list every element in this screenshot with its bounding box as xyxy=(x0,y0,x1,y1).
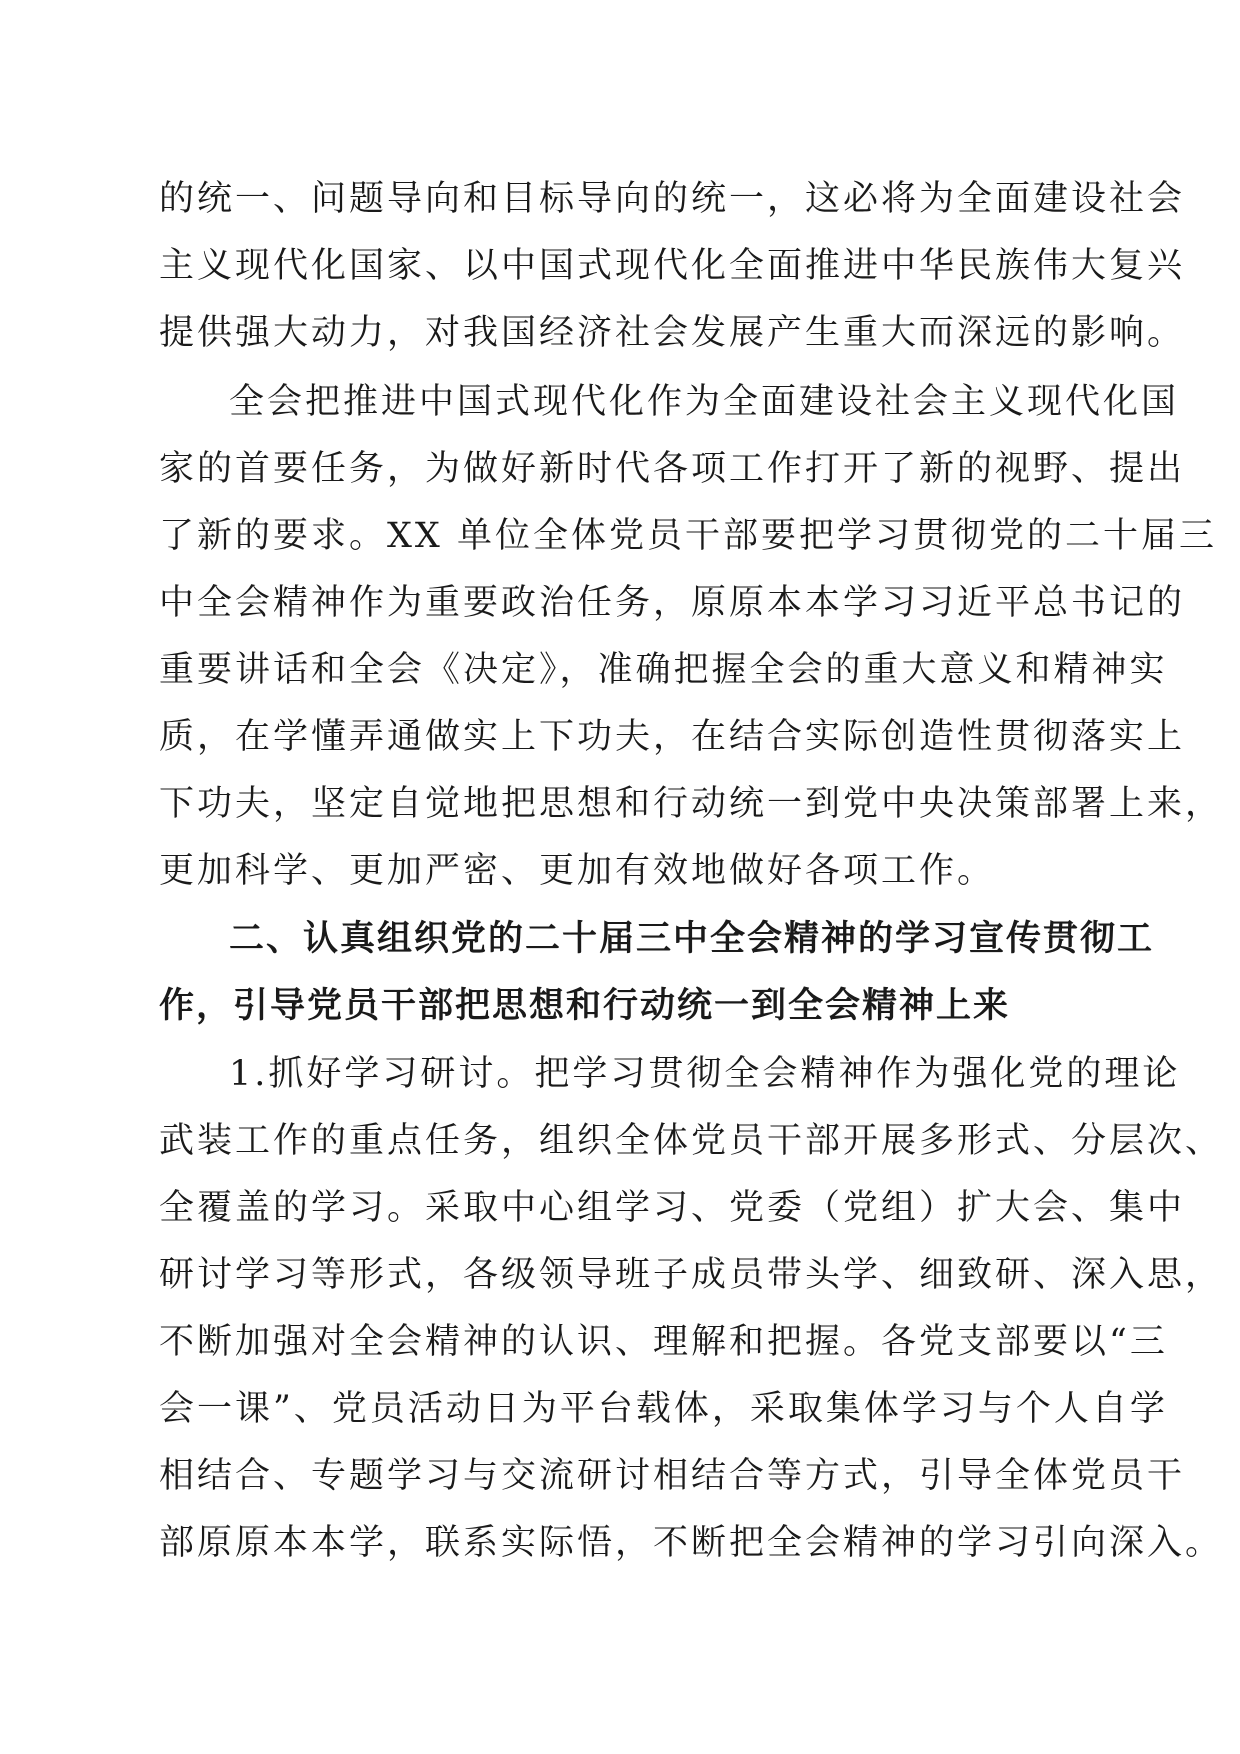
text-line: 的统一、问题导向和目标导向的统一，这必将为全面建设社会 xyxy=(159,179,1186,219)
text-line: 更加科学、更加严密、更加有效地做好各项工作。 xyxy=(159,851,996,891)
paragraph-intro-continuation xyxy=(159,166,1186,367)
text-line: 不断加强对全会精神的认识、理解和把握。各党支部要以“三 xyxy=(159,1322,1168,1362)
text-line: 下功夫，坚定自觉地把思想和行动统一到党中央决策部署上来， xyxy=(159,784,1224,824)
text-line: 重要讲话和全会《决定》，准确把握全会的重大意义和精神实 xyxy=(159,650,1168,690)
heading-line: 作，引导党员干部把思想和行动统一到全会精神上来 xyxy=(159,986,1011,1026)
text-line: 相结合、专题学习与交流研讨相结合等方式，引导全体党员干 xyxy=(159,1456,1186,1496)
section-heading xyxy=(159,906,1155,1040)
text-line: 研讨学习等形式，各级领导班子成员带头学、细致研、深入思， xyxy=(159,1255,1224,1295)
text-line: 质，在学懂弄通做实上下功夫，在结合实际创造性贯彻落实上 xyxy=(159,717,1186,757)
paragraph-study-discussion xyxy=(159,1041,1224,1577)
text-line: 全会把推进中国式现代化作为全面建设社会主义现代化国 xyxy=(229,382,1180,422)
text-line: 武装工作的重点任务，组织全体党员干部开展多形式、分层次、 xyxy=(159,1121,1224,1161)
paragraph-plenum-task xyxy=(159,369,1224,905)
text-line: 主义现代化国家、以中国式现代化全面推进中华民族伟大复兴 xyxy=(159,246,1186,286)
heading-line: 二、认真组织党的二十届三中全会精神的学习宣传贯彻工 xyxy=(229,919,1155,959)
text-line: 提供强大动力，对我国经济社会发展产生重大而深远的影响。 xyxy=(159,313,1186,353)
text-line: 会一课”、党员活动日为平台载体，采取集体学习与个人自学 xyxy=(159,1389,1168,1429)
text-line: 全覆盖的学习。采取中心组学习、党委（党组）扩大会、集中 xyxy=(159,1188,1186,1228)
text-line: 1.抓好学习研讨。把学习贯彻全会精神作为强化党的理论 xyxy=(229,1054,1181,1094)
text-line: 了新的要求。XX 单位全体党员干部要把学习贯彻党的二十届三 xyxy=(159,516,1217,556)
text-line: 中全会精神作为重要政治任务，原原本本学习习近平总书记的 xyxy=(159,583,1186,623)
text-line: 家的首要任务，为做好新时代各项工作打开了新的视野、提出 xyxy=(159,449,1186,489)
text-line: 部原原本本学，联系实际悟，不断把全会精神的学习引向深入。 xyxy=(159,1523,1224,1563)
